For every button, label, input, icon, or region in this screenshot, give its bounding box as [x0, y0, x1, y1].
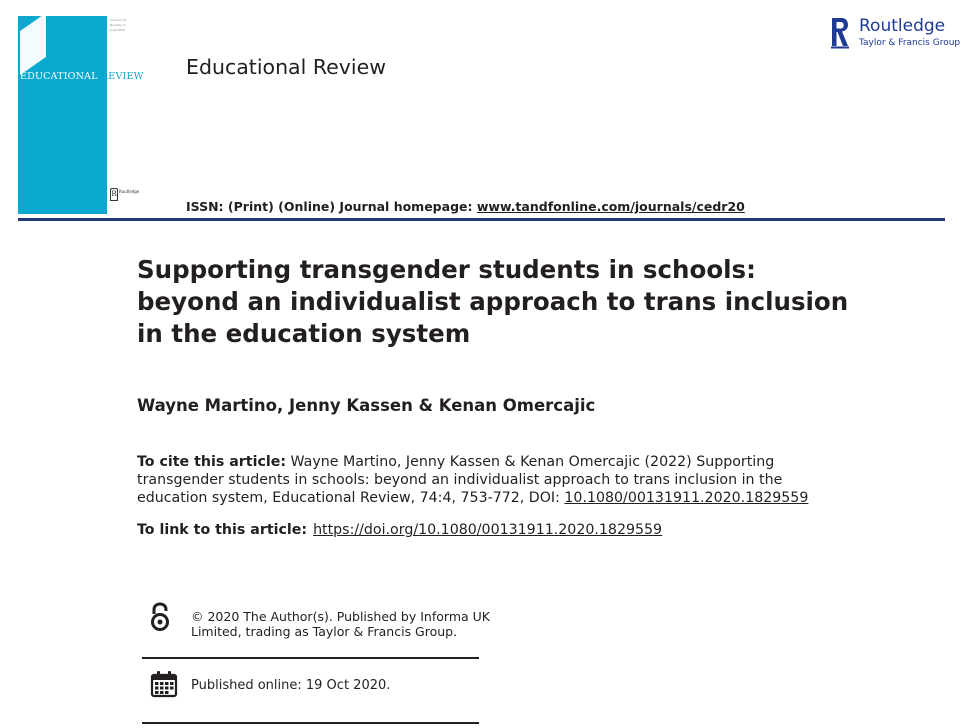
- routledge-subtitle: Taylor & Francis Group: [859, 38, 961, 48]
- article-link-block: [137, 521, 662, 539]
- journal-homepage-link[interactable]: www.tandfonline.com/journals/cedr20: [476, 199, 745, 214]
- article-title: Supporting transgender students in schools: beyond an individualist approach to trans inclusion in the education system: [137, 255, 849, 348]
- cover-fineprint-3: June 2022: [110, 28, 126, 32]
- cover-title: [20, 71, 144, 82]
- published-online-date: Published online: 19 Oct 2020.: [191, 678, 391, 693]
- cite-label: To cite this article:: [137, 454, 287, 470]
- journal-name: Educational Review: [186, 55, 386, 79]
- routledge-name: Routledge: [859, 16, 946, 36]
- article-authors: Wayne Martino, Jenny Kassen & Kenan Omercajic: [137, 396, 596, 415]
- cite-text: Wayne Martino, Jenny Kassen & Kenan Omercajic (2022) Supporting transgender students in schools: beyond an individualist approach to trans inclusion in the education system, Educational Review, 74:4, 753-772, DOI:: [137, 454, 783, 506]
- issn-text: ISSN: (Print) (Online) Journal homepage:: [186, 199, 477, 214]
- footer-divider-1: [142, 657, 479, 659]
- header-divider: [18, 218, 945, 221]
- cover-fineprint-2: Number 4: [110, 23, 125, 27]
- routledge-logo: [829, 15, 961, 51]
- link-label: To link to this article:: [137, 522, 308, 538]
- cover-stripe-decoration: [20, 13, 46, 75]
- cover-white-panel: [107, 16, 157, 214]
- cover-publisher-name: Routledge: [119, 189, 140, 194]
- cover-publisher-mark: R: [110, 188, 118, 201]
- issn-line: [186, 199, 745, 214]
- footer-divider-2: [142, 722, 479, 724]
- open-access-statement: © 2020 The Author(s). Published by Informa UK Limited, trading as Taylor & Francis Group.: [191, 609, 490, 639]
- cover-fineprint-1: Volume 74: [110, 18, 126, 22]
- calendar-icon: [150, 670, 178, 698]
- cover-title-tail: REVIEW: [97, 71, 144, 82]
- cite-doi-link[interactable]: 10.1080/00131911.2020.1829559: [564, 490, 809, 506]
- citation-block: [137, 453, 827, 507]
- journal-cover-thumbnail: [18, 16, 144, 214]
- article-doi-link[interactable]: https://doi.org/10.1080/00131911.2020.1829559: [313, 522, 663, 538]
- cover-title-main: EDUCATIONAL: [20, 71, 98, 82]
- open-access-icon: [149, 602, 171, 632]
- routledge-r-logo-icon: [829, 15, 851, 49]
